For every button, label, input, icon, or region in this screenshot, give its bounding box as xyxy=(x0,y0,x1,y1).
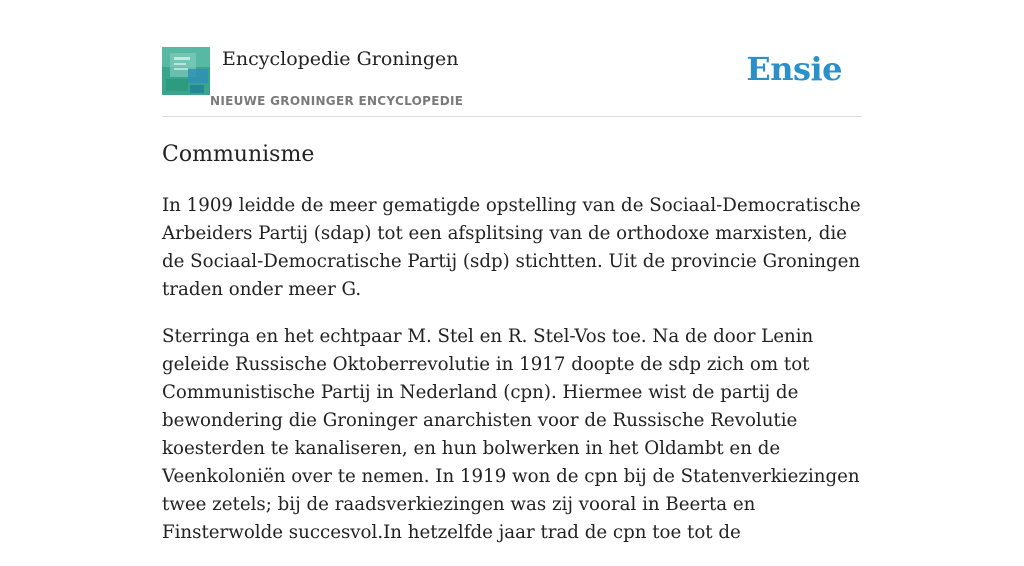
page-title: Communisme xyxy=(162,142,315,167)
site-title[interactable]: Encyclopedie Groningen xyxy=(222,48,459,70)
site-subtitle: NIEUWE GRONINGER ENCYCLOPEDIE xyxy=(210,94,464,108)
site-logo-icon[interactable] xyxy=(162,47,210,95)
site-header xyxy=(162,0,862,117)
logo-graphic xyxy=(162,47,210,95)
ensie-brand-logo[interactable]: Ensie xyxy=(746,50,842,88)
article-body xyxy=(162,192,862,566)
article-paragraph: Sterringa en het echtpaar M. Stel en R. Stel-Vos toe. Na de door Lenin geleide Russische Oktoberrevolutie in 1917 doopte de sdp zich om tot Communistische Partij in Nederland (cpn). Hiermee wist de partij de bewondering die Groninger anarchisten voor de Russische Revolutie koesterden te kanaliseren, en hun bolwerken in het Oldambt en de Veenkoloniën over te nemen. In 1919 won de cpn bij de Statenverkiezingen twee zetels; bij de raadsverkiezingen was zij vooral in Beerta en Finsterwolde succesvol.In hetzelfde jaar trad de cpn toe tot de xyxy=(162,326,860,543)
article-paragraph: In 1909 leidde de meer gematigde opstelling van de Sociaal-Democratische Arbeiders Partij (sdap) tot een afsplitsing van de orthodoxe marxisten, die de Sociaal-Democratische Partij (sdp) stichtten. Uit de provincie Groningen traden onder meer G. xyxy=(162,195,861,300)
